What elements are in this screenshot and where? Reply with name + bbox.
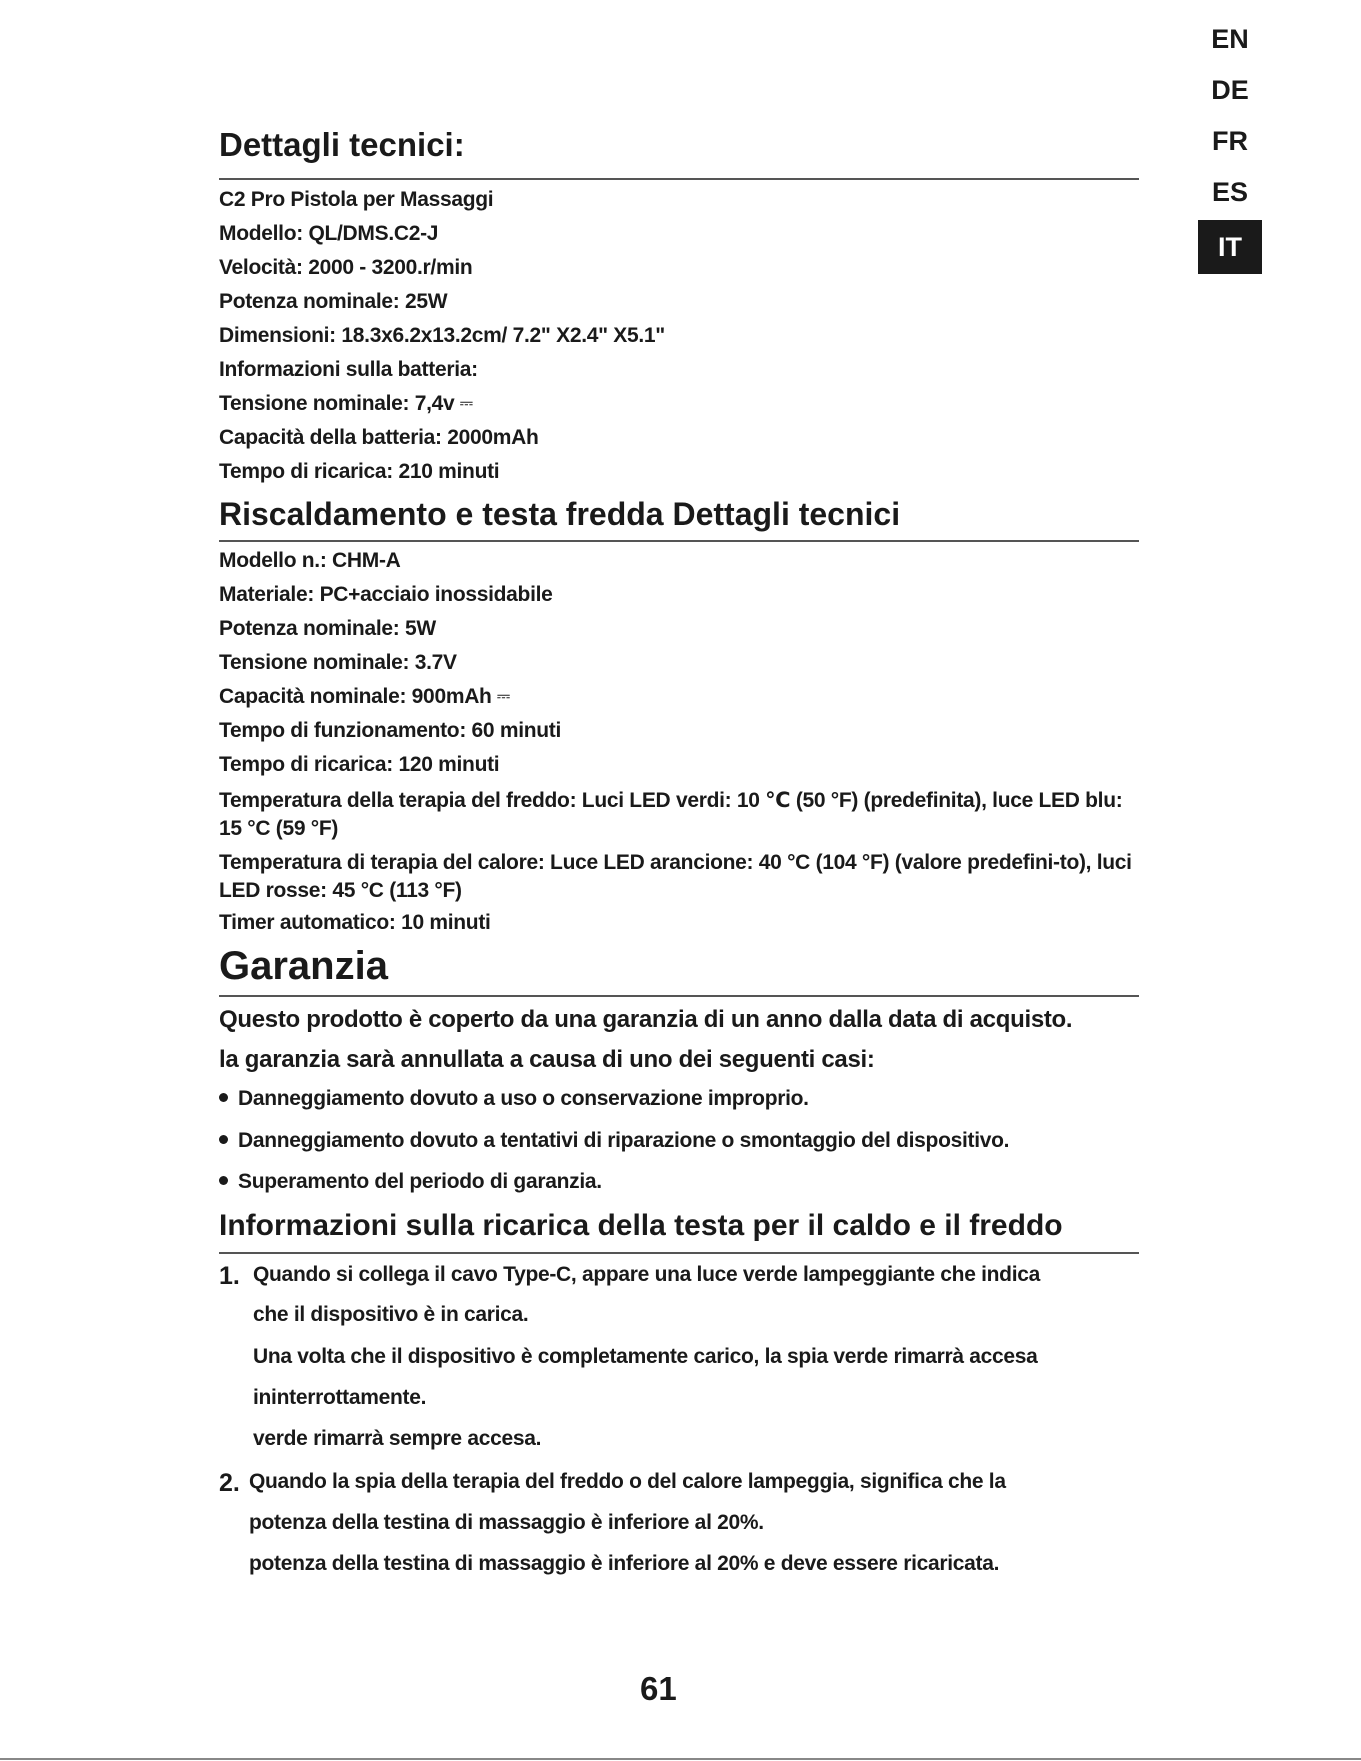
item-number: 1. [219,1262,240,1290]
item-number: 2. [219,1469,240,1497]
divider [219,178,1139,180]
dc-symbol-icon: ⎓ [497,688,509,705]
lang-tab-en[interactable]: EN [1211,24,1249,54]
head-line: Tempo di funzionamento: 60 minuti [219,719,562,742]
tech-line: Capacità della batteria: 2000mAh [219,426,539,449]
warranty-bullet [219,1129,1009,1153]
lang-tab-de[interactable]: DE [1211,75,1249,105]
divider [219,995,1139,997]
charging-line: Quando la spia della terapia del freddo o del calore lampeggia, significa che la [249,1470,1006,1493]
tech-details-title: Dettagli tecnici: [219,126,465,163]
warranty-bullet [219,1170,602,1194]
charging-line: Quando si collega il cavo Type-C, appare una luce verde lampeggiante che indica [253,1263,1040,1286]
head-line: Materiale: PC+acciaio inossidabile [219,583,553,606]
warranty-bullet [219,1087,809,1111]
charging-line: ininterrottamente. [253,1386,427,1409]
divider [219,1252,1139,1254]
charging-line: potenza della testina di massaggio è inferiore al 20%. [249,1511,764,1534]
head-line: Modello n.: CHM-A [219,549,401,572]
bottom-border [0,1758,1361,1760]
charging-line: che il dispositivo è in carica. [253,1303,529,1326]
lang-tab-fr[interactable]: FR [1212,126,1248,156]
head-line-capacity [219,685,509,709]
charging-line: potenza della testina di massaggio è inferiore al 20% e deve essere ricaricata. [249,1552,1000,1575]
lang-tab-es[interactable]: ES [1211,177,1249,207]
charging-line: verde rimarrà sempre accesa. [253,1427,542,1450]
head-details-title: Riscaldamento e testa fredda Dettagli tecnici [219,496,901,532]
tech-line-voltage [219,392,472,416]
tech-line: C2 Pro Pistola per Massaggi [219,188,494,211]
dc-symbol-icon: ⎓ [460,395,472,412]
language-tabs [1198,14,1262,274]
page-number: 61 [640,1670,677,1707]
tech-line: Potenza nominale: 25W [219,290,448,313]
bullet-icon [219,1176,228,1185]
tech-line: Modello: QL/DMS.C2-J [219,222,439,245]
charging-info-title: Informazioni sulla ricarica della testa per il caldo e il freddo [219,1209,1063,1242]
bullet-text: Superamento del periodo di garanzia. [238,1170,602,1193]
bullet-icon [219,1135,228,1144]
warranty-intro-2: la garanzia sarà annullata a causa di uno dei seguenti casi: [219,1046,875,1073]
tech-line: Dimensioni: 18.3x6.2x13.2cm/ 7.2" X2.4" X5.1" [219,324,665,347]
tech-line: Velocità: 2000 - 3200.r/min [219,256,473,279]
head-line: Tempo di ricarica: 120 minuti [219,753,500,776]
tech-line: Informazioni sulla batteria: [219,358,478,381]
bullet-text: Danneggiamento dovuto a tentativi di riparazione o smontaggio del dispositivo. [238,1129,1010,1152]
bullet-icon [219,1093,228,1102]
head-line-heat: Temperatura di terapia del calore: Luce LED arancione: 40 °C (104 °F) (valore predefini-to), luci LED rosse: 45 °C (113 °F) [219,851,1132,902]
head-line-cold: Temperatura della terapia del freddo: Luci LED verdi: 10 ℃ (50 °F) (predefinita), luce LED blu: 15 °C (59 °F) [219,789,1123,840]
bullet-text: Danneggiamento dovuto a uso o conservazione improprio. [238,1087,809,1110]
head-line-text: Capacità nominale: 900mAh [219,685,492,708]
lang-tab-it[interactable]: IT [1198,220,1262,274]
head-line: Potenza nominale: 5W [219,617,436,640]
head-line: Timer automatico: 10 minuti [219,911,491,934]
divider [219,540,1139,542]
tech-line-text: Tensione nominale: 7,4v [219,392,455,415]
warranty-title: Garanzia [219,944,388,988]
head-line: Tensione nominale: 3.7V [219,651,457,674]
tech-line: Tempo di ricarica: 210 minuti [219,460,500,483]
charging-line: Una volta che il dispositivo è completamente carico, la spia verde rimarrà accesa [253,1345,1038,1368]
warranty-intro: Questo prodotto è coperto da una garanzia di un anno dalla data di acquisto. [219,1006,1073,1033]
